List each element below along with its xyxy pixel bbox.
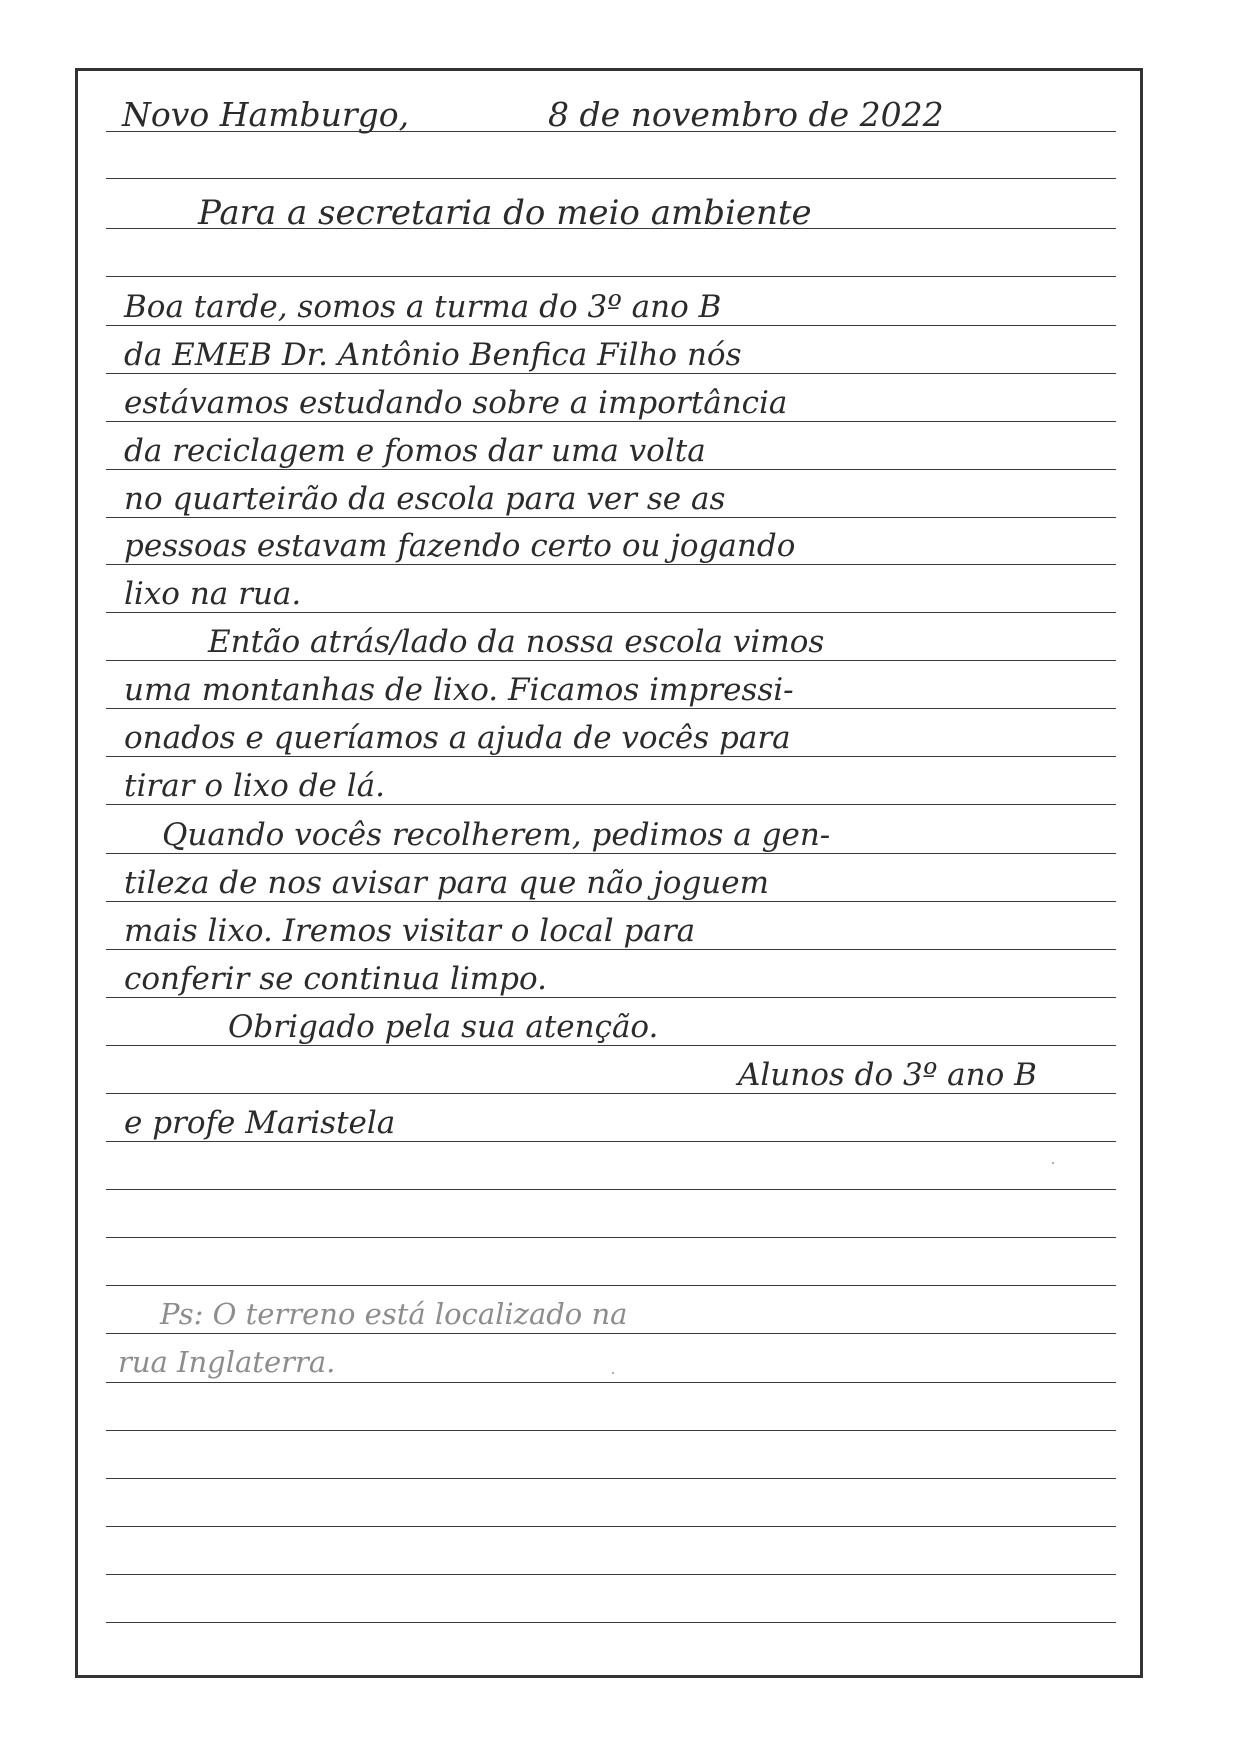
body-line: conferir se continua limpo. bbox=[124, 961, 547, 997]
ruled-line bbox=[106, 1526, 1116, 1527]
date-text: 8 de novembro de 2022 bbox=[548, 95, 944, 134]
body-line: no quarteirão da escola para ver se as bbox=[124, 481, 726, 517]
ruled-line bbox=[106, 1093, 1116, 1094]
ruled-line bbox=[106, 756, 1116, 757]
ruled-line bbox=[106, 1189, 1116, 1190]
ruled-line bbox=[106, 1333, 1116, 1334]
body-line: estávamos estudando sobre a importância bbox=[124, 385, 788, 421]
ruled-line bbox=[106, 1478, 1116, 1479]
ruled-line bbox=[106, 660, 1116, 661]
ruled-line bbox=[106, 1574, 1116, 1575]
scan-speck bbox=[1052, 1162, 1054, 1164]
ruled-line bbox=[106, 804, 1116, 805]
ruled-line bbox=[106, 276, 1116, 277]
ruled-line bbox=[106, 1430, 1116, 1431]
body-line: da EMEB Dr. Antônio Benfica Filho nós bbox=[124, 337, 742, 373]
ruled-line bbox=[106, 853, 1116, 854]
body-line: mais lixo. Iremos visitar o local para bbox=[124, 913, 696, 949]
ruled-line bbox=[106, 1622, 1116, 1623]
recipient-line: Para a secretaria do meio ambiente bbox=[198, 193, 812, 233]
ruled-line bbox=[106, 1237, 1116, 1238]
ruled-line bbox=[106, 1285, 1116, 1286]
body-line: uma montanhas de lixo. Ficamos impressi- bbox=[124, 672, 794, 708]
ruled-line bbox=[106, 421, 1116, 422]
postscript-line: rua Inglaterra. bbox=[118, 1345, 336, 1379]
body-line: Quando vocês recolherem, pedimos a gen- bbox=[162, 817, 831, 853]
body-line: lixo na rua. bbox=[124, 576, 302, 612]
scan-speck bbox=[612, 1372, 614, 1374]
ruled-line bbox=[106, 1141, 1116, 1142]
ruled-line bbox=[106, 178, 1116, 179]
ruled-line bbox=[106, 1045, 1116, 1046]
date-city: Novo Hamburgo, bbox=[122, 95, 410, 134]
closing-line: Obrigado pela sua atenção. bbox=[228, 1009, 659, 1045]
body-line: onados e queríamos a ajuda de vocês para bbox=[124, 720, 791, 756]
ruled-line bbox=[106, 612, 1116, 613]
body-line: pessoas estavam fazendo certo ou jogando bbox=[124, 528, 796, 564]
ruled-line bbox=[106, 708, 1116, 709]
ruled-line bbox=[106, 517, 1116, 518]
body-line: tileza de nos avisar para que não joguem bbox=[124, 865, 769, 901]
ruled-line bbox=[106, 901, 1116, 902]
signature-line: e profe Maristela bbox=[124, 1105, 396, 1141]
body-line: Boa tarde, somos a turma do 3º ano B bbox=[124, 289, 722, 325]
ruled-line bbox=[106, 949, 1116, 950]
ruled-line bbox=[106, 1382, 1116, 1383]
ruled-line bbox=[106, 373, 1116, 374]
body-line: Então atrás/lado da nossa escola vimos bbox=[208, 624, 825, 660]
ruled-line bbox=[106, 325, 1116, 326]
postscript-line: Ps: O terreno está localizado na bbox=[160, 1297, 628, 1331]
ruled-line bbox=[106, 997, 1116, 998]
ruled-line bbox=[106, 564, 1116, 565]
signature-line: Alunos do 3º ano B bbox=[738, 1057, 1037, 1093]
body-line: da reciclagem e fomos dar uma volta bbox=[124, 433, 706, 469]
body-line: tirar o lixo de lá. bbox=[124, 768, 385, 804]
ruled-line bbox=[106, 469, 1116, 470]
